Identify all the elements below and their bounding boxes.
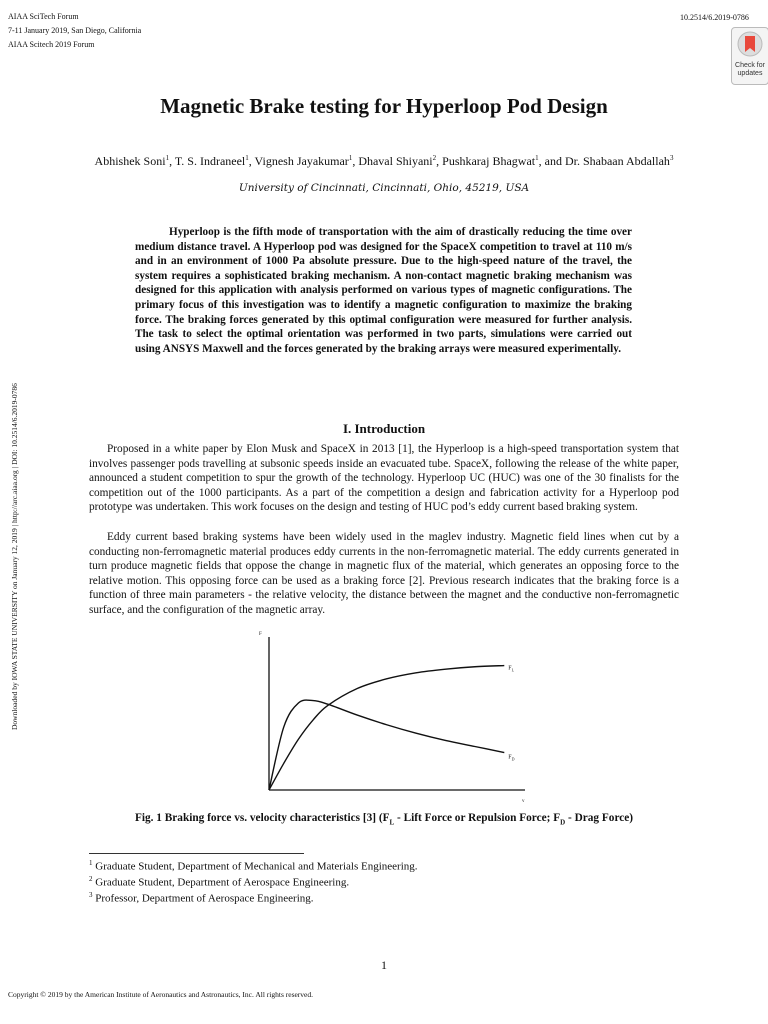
series-label-FD: $F_D$ — [508, 754, 515, 762]
check-for-updates-badge[interactable] — [731, 27, 768, 85]
force-velocity-chart — [240, 628, 540, 808]
paragraph-1: Proposed in a white paper by Elon Musk and SpaceX in 2013 [1], the Hyperloop is a high-speed transportation system that involves passenger pods travelling at subsonic speeds inside an evacuated tube. SpaceX, following the release of the white paper, announced a student competition to spur the growth of the technology. Hyperloop UC (HUC) was one of the 30 finalists for the competition out of the 1000 participants. As a part of the competition a design and fabrication activity for a Hyperloop pod prototype was undertaken. This work focuses on the design and testing of HUC pod’s eddy current based braking system. — [89, 443, 679, 514]
abstract: Hyperloop is the fifth mode of transportation with the aim of drastically reducing the time over medium distance travel. A Hyperloop pod was designed for the SpaceX competition to travel at 110 m/s and in an environment of 1000 Pa absolute pressure. Due to the high-speed nature of the travel, the system requires a sophisticated braking mechanism. A non-contact magnetic braking mechanism was designed for this application with analysis performed on various types of magnetic configurations. The primary focus of this investigation was to identify a magnetic configuration to maximize the braking force. The braking forces generated by this optimal configuration were measured for further analysis. The task to select the optimal orientation was performed in two parts, simulations were carried out using ANSYS Maxwell and the forces generated by the braking arrays were measured experimentally. — [135, 226, 632, 355]
footnote-3: $^3$ Professor, Department of Aerospace Engineering. — [89, 891, 314, 905]
y-axis-label: F — [259, 632, 262, 637]
forum-name: AIAA Scitech 2019 Forum — [8, 40, 95, 49]
section-heading: I. Introduction — [342, 421, 426, 436]
figure-caption: Fig. 1 Braking force vs. velocity characteristics [3] ($F_L$ - Lift Force or Repulsion Force; $F_D$ - Drag Force) — [134, 812, 634, 827]
copyright: Copyright © 2019 by the American Institute of Aeronautics and Astronautics, Inc. All rights reserved. — [8, 990, 314, 999]
series-label-FL: $F_L$ — [508, 665, 515, 673]
page-number: 1 — [381, 958, 387, 972]
author-list: Abhishek Soni$^1$, T. S. Indraneel$^1$, Vignesh Jayakumar$^1$, Dhaval Shiyani$^2$, Pushkaraj Bhagwat$^1$, and Dr. Shabaan Abdallah$^3$ — [94, 154, 674, 168]
affiliation: University of Cincinnati, Cincinnati, Ohio, 45219, USA — [238, 182, 530, 194]
footnote-1: $^1$ Graduate Student, Department of Mechanical and Materials Engineering. — [89, 859, 418, 873]
conference-dates: 7-11 January 2019, San Diego, California — [8, 26, 142, 35]
series-line-FD — [269, 700, 504, 790]
paragraph-2: Eddy current based braking systems have been widely used in the maglev industry. Magnetic field lines when cut by a conducting non-ferromagnetic material produces eddy currents in the non-ferromagnetic material. The eddy currents generated in turn produce magnetic fields that oppose the change in magnetic flux of the material, which generates an opposing force to the relative motion. This opposing force can be used as a braking force [2]. Previous research indicates that the braking force is a function of three main parameters - the relative velocity, the distance between the magnet and the conductive non-ferromagnetic surface, and the configuration of the magnetic array. — [89, 531, 679, 616]
x-axis-label: v — [522, 799, 525, 804]
paper-title: Magnetic Brake testing for Hyperloop Pod Design — [160, 94, 608, 118]
footnote-2: $^2$ Graduate Student, Department of Aerospace Engineering. — [89, 875, 350, 889]
series-line-FL — [269, 666, 504, 790]
doi[interactable]: 10.2514/6.2019-0786 — [680, 13, 749, 22]
footnote-divider — [89, 853, 304, 854]
download-note: Downloaded by IOWA STATE UNIVERSITY on January 12, 2019 | http://arc.aiaa.org | DOI: 10.2514/6.2019-0786 — [10, 383, 19, 730]
bookmark-icon — [732, 28, 768, 62]
check-for-updates-label: Check for updates — [735, 62, 765, 77]
conference-name: AIAA SciTech Forum — [8, 12, 79, 21]
